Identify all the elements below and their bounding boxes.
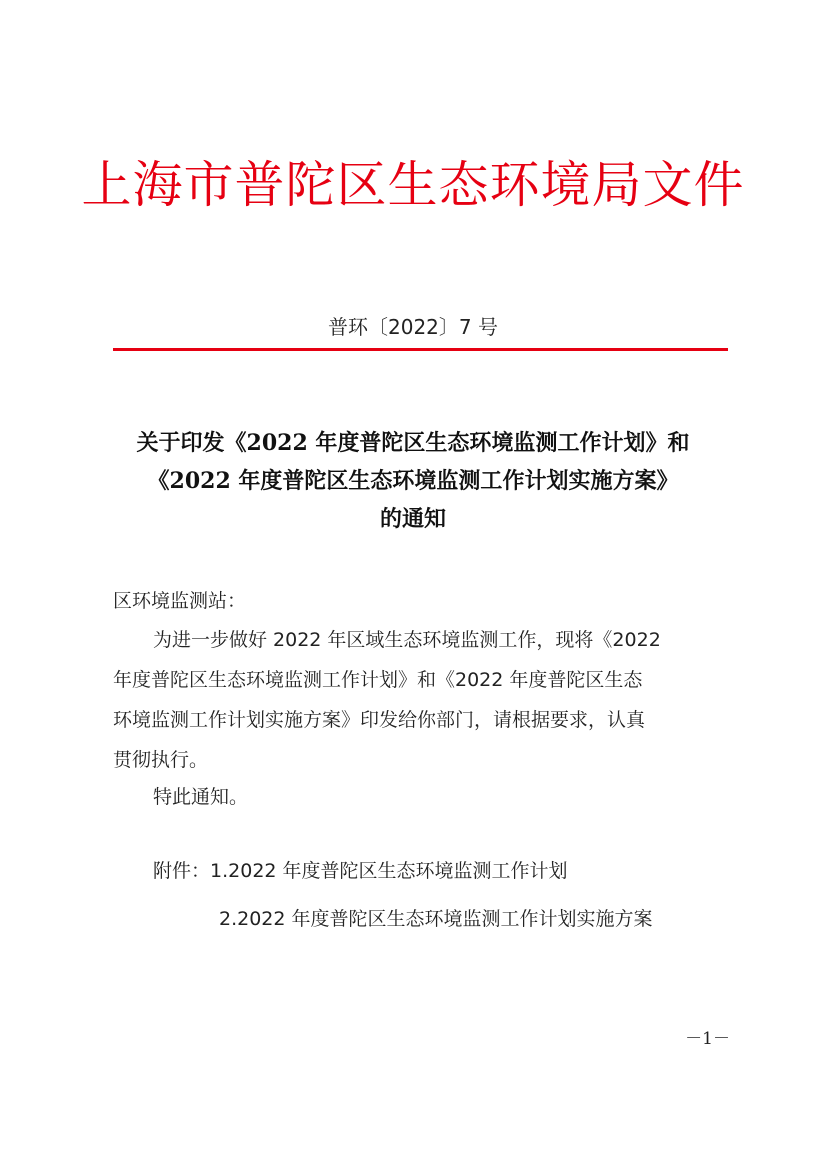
notice-title-line: 的通知 (379, 506, 446, 532)
notice-title (0, 424, 826, 538)
body-paragraph (113, 620, 726, 780)
red-divider-line (113, 348, 728, 351)
attachment-item: 2.2022 年度普陀区生态环境监测工作计划实施方案 (219, 908, 653, 930)
notice-title-line: 关于印发《2022 年度普陀区生态环境监测工作计划》和 (136, 430, 690, 456)
paragraph-line: 贯彻执行。 (113, 749, 209, 771)
closing-line: 特此通知。 (153, 786, 249, 808)
attachment-item-text: 1.2022 年度普陀区生态环境监测工作计划 (210, 860, 568, 882)
paragraph-line: 为进一步做好 2022 年区域生态环境监测工作，现将《2022 (153, 629, 661, 651)
attachment-item (153, 856, 766, 886)
agency-header-title: 上海市普陀区生态环境局文件 (81, 156, 745, 214)
salutation: 区环境监测站： (113, 590, 247, 612)
notice-title-line: 《2022 年度普陀区生态环境监测工作计划实施方案》 (147, 468, 679, 494)
paragraph-line: 年度普陀区生态环境监测工作计划》和《2022 年度普陀区生态 (113, 669, 643, 691)
page-number: －1－ (685, 1029, 730, 1049)
document-number: 普环〔2022〕7 号 (328, 315, 498, 339)
paragraph-line: 环境监测工作计划实施方案》印发给你部门，请根据要求，认真 (113, 709, 646, 731)
attachment-label: 附件： (153, 860, 211, 882)
